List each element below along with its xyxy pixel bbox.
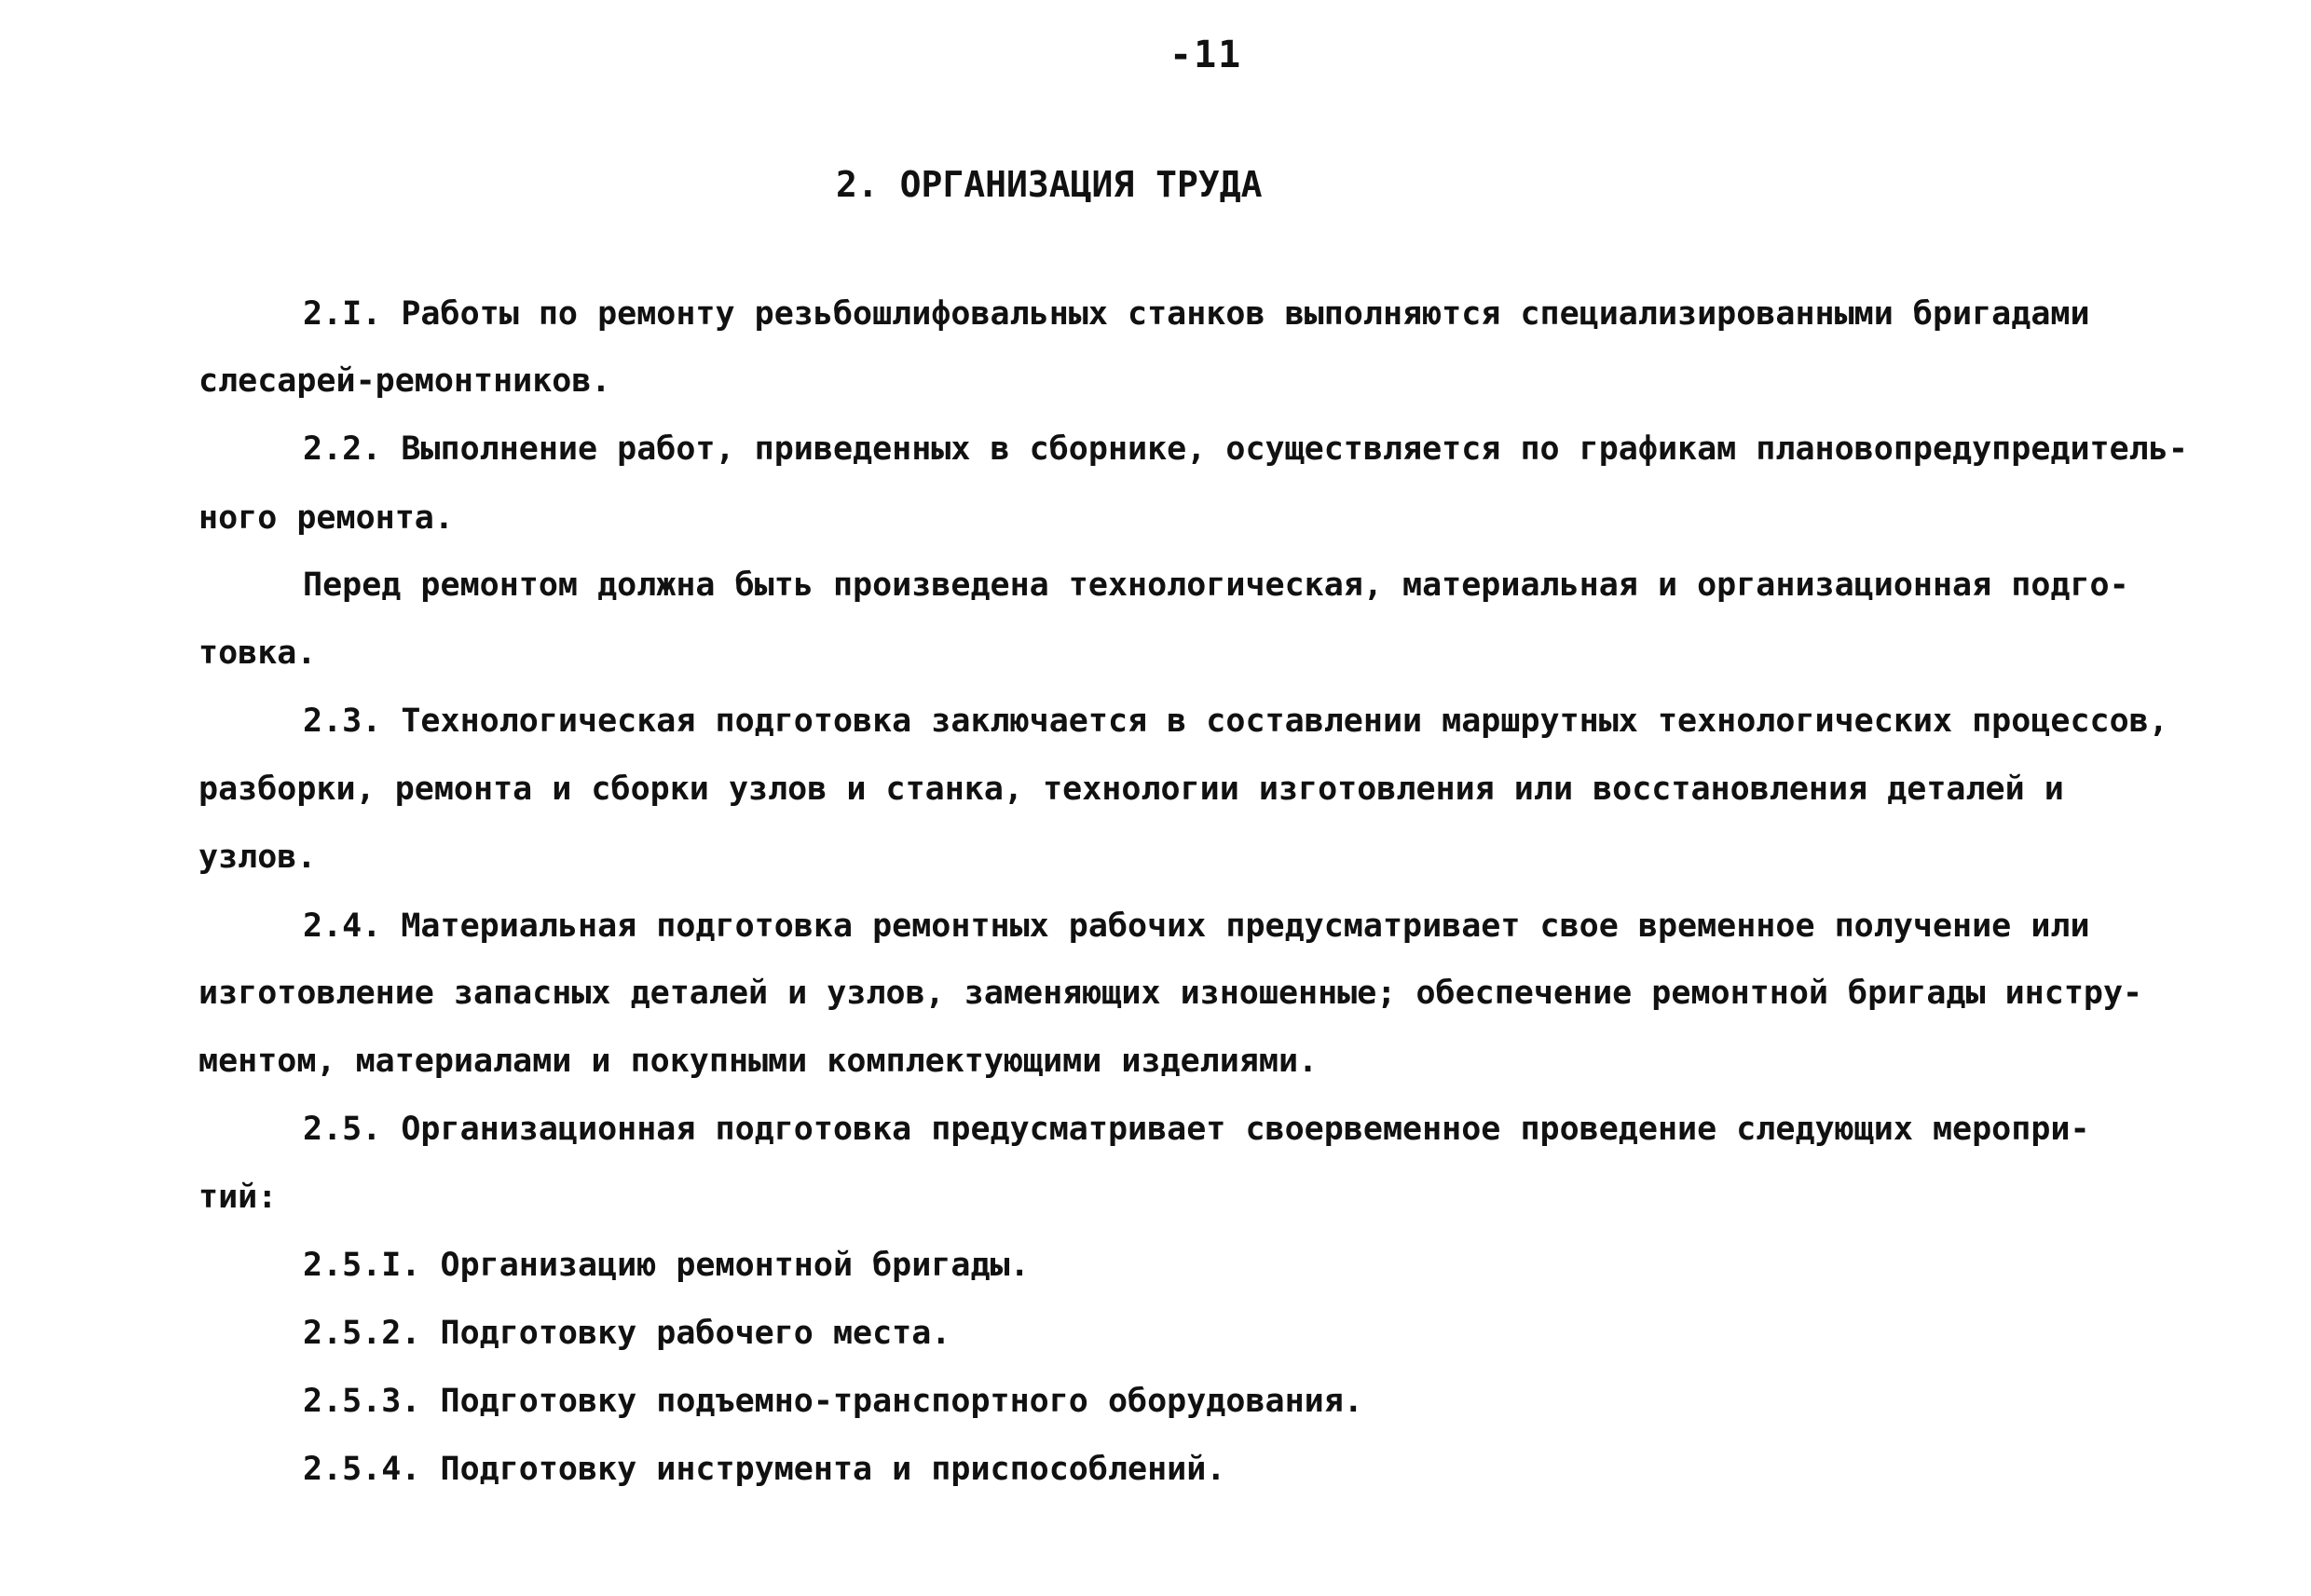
paragraph-line: тий: (198, 1179, 278, 1216)
paragraph-line: 2.I. Работы по ремонту резьбошлифовальных станков выполняются специализированными бригадами (303, 295, 2090, 333)
paragraph-line: 2.4. Материальная подготовка ремонтных рабочих предусматривает свое временное получение или (303, 907, 2090, 945)
paragraph-line: ного ремонта. (198, 499, 454, 537)
paragraph-line: изготовление запасных деталей и узлов, заменяющих изношенные; обеспечение ремонтной бригады инстру- (198, 975, 2143, 1012)
paragraph-line: товка. (198, 634, 317, 672)
page-number: -11 (1169, 34, 1243, 76)
paragraph-line: узлов. (198, 839, 317, 876)
paragraph-line: ментом, материалами и покупными комплектующими изделиями. (198, 1043, 1319, 1080)
section-title: 2. ОРГАНИЗАЦИЯ ТРУДА (836, 164, 1263, 205)
paragraph-line: слесарей-ремонтников. (198, 362, 611, 400)
paragraph-line: 2.3. Технологическая подготовка заключается в составлении маршрутных технологических процессов, (303, 703, 2168, 740)
paragraph-line: Перед ремонтом должна быть произведена технологическая, материальная и организационная подго- (303, 566, 2129, 604)
list-item: 2.5.2. Подготовку рабочего места. (303, 1315, 951, 1352)
paragraph-line: разборки, ремонта и сборки узлов и станка, технологии изготовления или восстановления деталей и (198, 771, 2064, 808)
list-item: 2.5.4. Подготовку инструмента и приспособлений. (303, 1451, 1226, 1488)
list-item: 2.5.3. Подготовку подъемно-транспортного оборудования. (303, 1383, 1363, 1420)
list-item: 2.5.I. Организацию ремонтной бригады. (303, 1247, 1030, 1284)
paragraph-line: 2.5. Организационная подготовка предусматривает своервеменное проведение следующих меропри- (303, 1111, 2090, 1148)
paragraph-line: 2.2. Выполнение работ, приведенных в сборнике, осуществляется по графикам плановопредупредитель- (303, 430, 2188, 468)
